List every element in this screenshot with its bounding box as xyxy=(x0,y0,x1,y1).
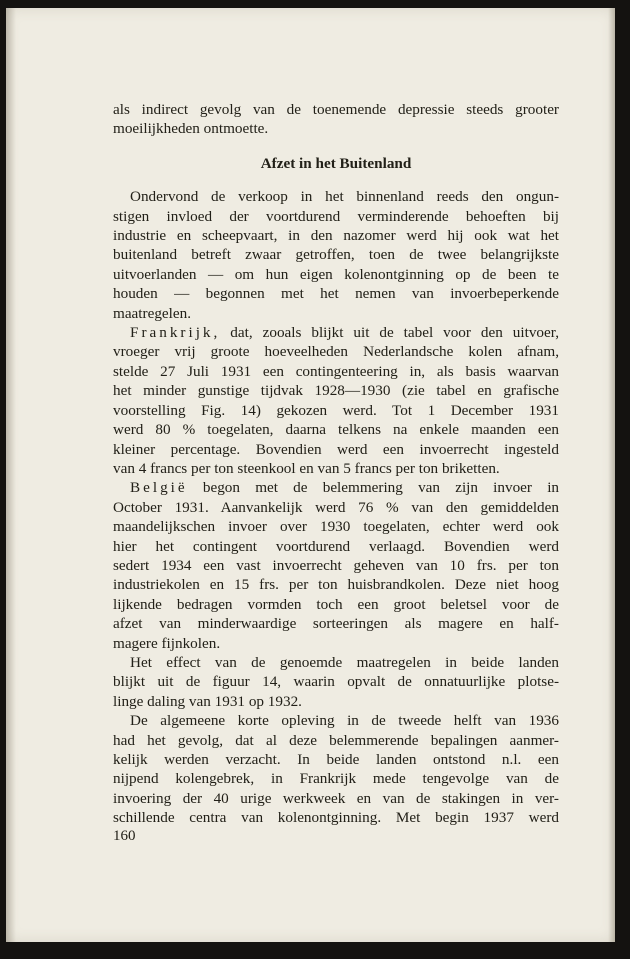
text-line: houden — begonnen met het nemen van invoerbeperkende xyxy=(113,285,559,303)
text-line: De algemeene korte opleving in de tweede helft van 1936 xyxy=(130,712,559,730)
text-line xyxy=(113,478,559,497)
body-text xyxy=(113,100,559,828)
text-line: vroeger vrij groote hoeveelheden Nederlandsche kolen afnam, xyxy=(113,343,559,361)
text-line: blijkt uit de figuur 14, waarin opvalt de onnatuurlijke plotse- xyxy=(113,673,559,691)
text-line: als indirect gevolg van de toenemende depressie steeds grooter xyxy=(113,101,559,118)
text-line xyxy=(113,323,559,342)
text-line: linge daling van 1931 op 1932. xyxy=(113,692,302,710)
text-line: voorstelling Fig. 14) gekozen werd. Tot 1 December 1931 xyxy=(113,401,559,419)
text-line: buitenland betreft zwaar getroffen, toen de twee belangrijkste xyxy=(113,246,559,264)
page-right-edge xyxy=(608,8,615,942)
text-line: stigen invloed der voortdurend verminderende behoeften bij xyxy=(113,207,559,225)
text-line: kelijk werden verzacht. In beide landen ontstond n.l. een xyxy=(113,751,559,768)
text-line: nijpend kolengebrek, in Frankrijk mede tengevolge van de xyxy=(113,770,559,788)
text-line: Ondervond de verkoop in het binnenland reeds den ongun- xyxy=(130,188,559,206)
text-line: industrie en scheepvaart, in den nazomer werd hij ook wat het xyxy=(113,227,559,245)
text-line: sedert 1934 een vast invoerrecht geheven van 10 frs. per ton xyxy=(113,556,559,574)
text-line: stelde 27 Juli 1931 een contingenteering in, als basis waarvan xyxy=(113,362,559,380)
text-fragment: dat, zooals blijkt uit de tabel voor den uitvoer, xyxy=(230,324,560,342)
text-line: magere fijnkolen. xyxy=(113,634,221,652)
text-line: schillende centra van kolenontginning. Met begin 1937 werd xyxy=(113,809,559,827)
text-line: moeilijkheden ontmoette. xyxy=(113,120,269,138)
text-line: hier het contingent voortdurend verlaagd. Bovendien werd xyxy=(113,537,559,555)
text-line: October 1931. Aanvankelijk werd 76 % van den gemiddelden xyxy=(113,498,559,516)
text-fragment: begon met de belemmering van zijn invoer in xyxy=(202,479,560,497)
text-line: lijkende bedragen vormden toch een groot beletsel voor de xyxy=(113,595,559,613)
page-number: 160 xyxy=(113,828,136,844)
text-line: invoering der 40 urige werkweek en van de stakingen in ver- xyxy=(113,789,559,807)
text-line: Het effect van de genoemde maatregelen in beide landen xyxy=(130,653,559,671)
section-heading: Afzet in het Buitenland xyxy=(260,154,412,172)
text-line: uitvoerlanden — om hun eigen kolenontginning op de been te xyxy=(113,265,559,283)
text-line: van 4 francs per ton steenkool en van 5 francs per ton briketten. xyxy=(113,459,500,477)
country-name-belgium: België xyxy=(130,479,188,497)
text-line: maandelijkschen invoer over 1930 toegelaten, echter werd ook xyxy=(113,518,559,536)
text-line: afzet van minderwaardige sorteeringen als magere en half- xyxy=(113,615,559,633)
text-line: het minder gunstige tijdvak 1928—1930 (zie tabel en grafische xyxy=(113,382,559,400)
text-line: industriekolen en 15 frs. per ton huisbrandkolen. Deze niet hoog xyxy=(113,576,559,594)
country-name-france: Frankrijk, xyxy=(130,324,221,342)
text-line: kleiner percentage. Bovendien werd een invoerrecht ingesteld xyxy=(113,440,559,458)
text-line: had het gevolg, dat al deze belemmerende bepalingen aanmer- xyxy=(113,731,559,749)
text-line: maatregelen. xyxy=(113,304,191,322)
spine-shadow xyxy=(6,8,16,942)
text-line: werd 80 % toegelaten, daarna telkens na enkele maanden een xyxy=(113,421,559,439)
